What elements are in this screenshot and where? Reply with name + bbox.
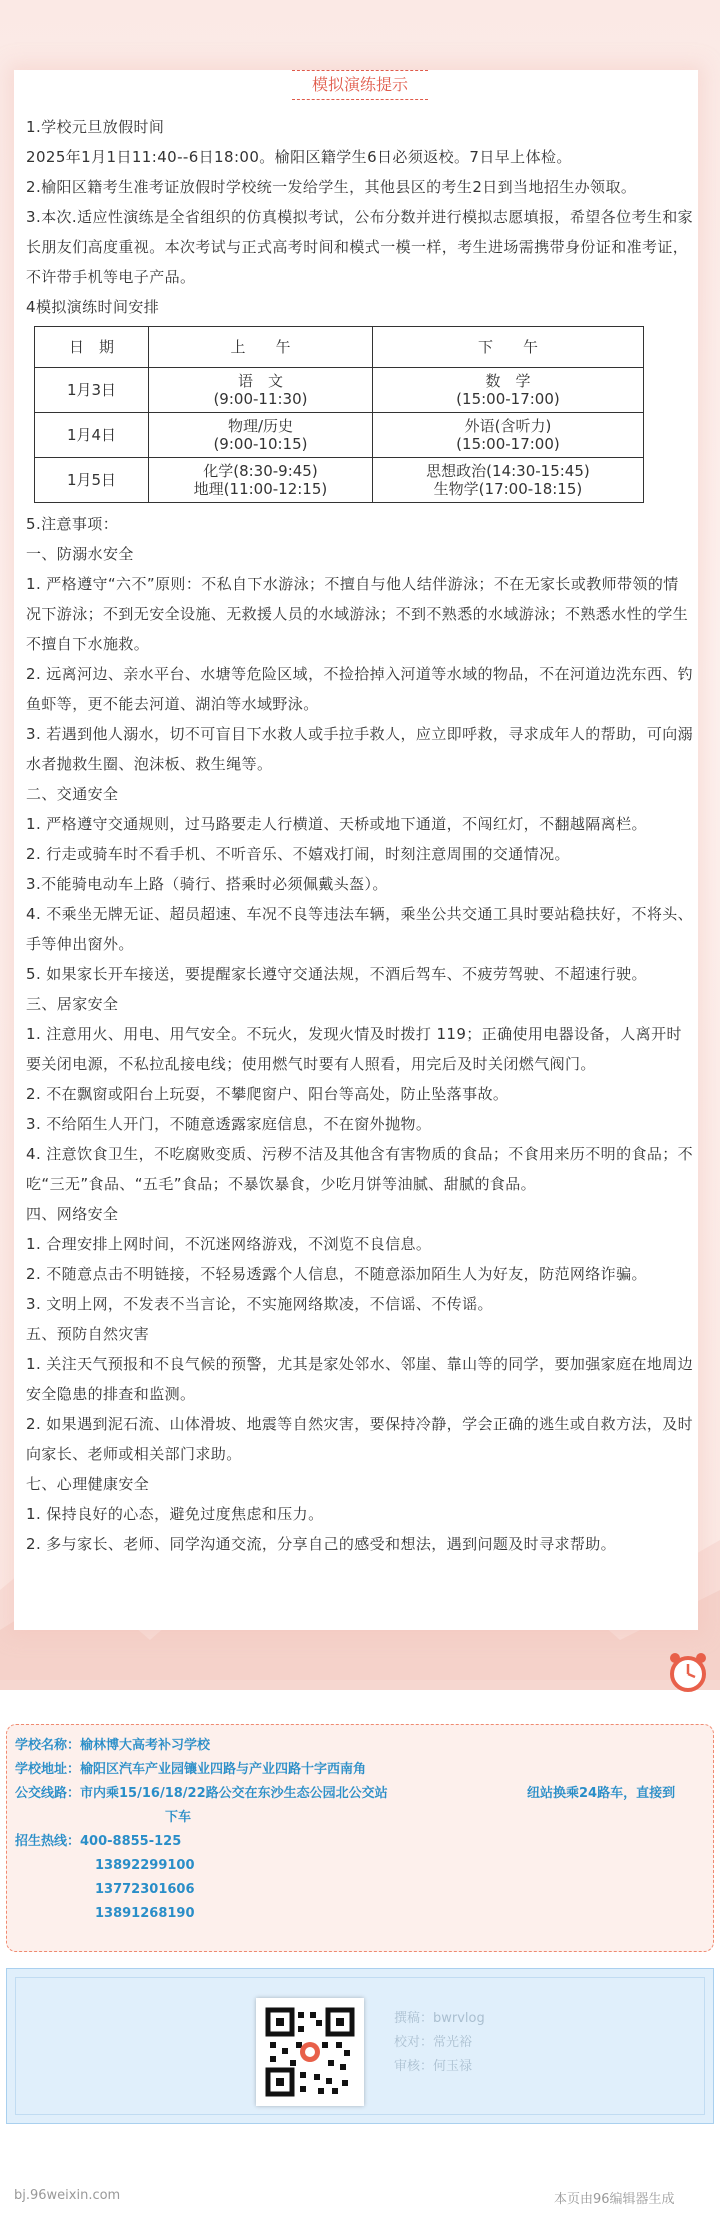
- notice-paragraph: 二、交通安全: [26, 785, 119, 803]
- school-address-label: 学校地址：: [15, 1762, 81, 1777]
- notice-paragraph: 2025年1月1日11:40--6日18:00。榆阳区籍学生6日必须返校。7日早上体检。: [26, 148, 572, 166]
- notice-paragraph: 2.榆阳区籍考生准考证放假时学校统一发给学生，其他县区的考生2日到当地招生办领取。: [26, 178, 637, 196]
- row-am: [149, 413, 373, 458]
- pm-line: (15:00-17:00): [456, 390, 560, 408]
- notice-paragraph: 1. 保持良好的心态，避免过度焦虑和压力。: [26, 1505, 324, 1523]
- bus-label: 公交线路：: [15, 1786, 81, 1801]
- notice-paragraph: 4. 注意饮食卫生，不吃腐败变质、污秽不洁及其他含有害物质的食品；不食用来历不明的食品；不吃“三无”食品、“五毛”食品；不暴饮暴食，少吃月饼等油腻、甜腻的食品。: [26, 1145, 694, 1193]
- hotline-row: [15, 1831, 181, 1853]
- notice-paragraph: 2. 不在飘窗或阳台上玩耍，不攀爬窗户、阳台等高处，防止坠落事故。: [26, 1085, 509, 1103]
- pm-line: 生物学(17:00-18:15): [433, 480, 583, 498]
- notice-details: [26, 509, 694, 1559]
- notice-title: 模拟演练提示: [292, 70, 428, 100]
- editor-review: 审核：何玉禄: [394, 2059, 473, 2074]
- hotline-phone[interactable]: 13891268190: [95, 1906, 195, 1921]
- notice-paragraph: 3. 若遇到他人溺水，切不可盲目下水救人或手拉手救人，应立即呼救，寻求成年人的帮助，可向溺水者抛救生圈、泡沫板、救生绳等。: [26, 725, 694, 773]
- editor-proof: 校对：常光裕: [394, 2035, 473, 2050]
- am-line: 化学(8:30-9:45): [203, 462, 318, 480]
- bus-row: [15, 1783, 388, 1805]
- notice-paragraph: 1. 严格遵守交通规则，过马路要走人行横道、天桥或地下通道，不闯红灯，不翻越隔离栏。: [26, 815, 647, 833]
- am-line: 语 文: [237, 372, 283, 390]
- school-address: 榆阳区汽车产业园镶业四路与产业四路十字西南角: [80, 1762, 367, 1777]
- pm-line: 数 学: [485, 372, 531, 390]
- header-am: 上 午: [149, 327, 373, 368]
- row-pm: [372, 458, 643, 503]
- am-line: (9:00-10:15): [213, 435, 308, 453]
- notice-paragraph: 3. 不给陌生人开门，不随意透露家庭信息，不在窗外抛物。: [26, 1115, 432, 1133]
- table-row: [35, 458, 644, 503]
- row-am: [149, 368, 373, 413]
- row-pm: [372, 413, 643, 458]
- notice-paragraph: 三、居家安全: [26, 995, 119, 1013]
- notice-paragraph: 1. 合理安排上网时间，不沉迷网络游戏，不浏览不良信息。: [26, 1235, 432, 1253]
- exam-schedule-table: [34, 326, 644, 503]
- notice-paragraph: 2. 行走或骑车时不看手机、不听音乐、不嬉戏打闹，时刻注意周围的交通情况。: [26, 845, 570, 863]
- am-line: 地理(11:00-12:15): [193, 480, 328, 498]
- notice-paragraph: 2. 多与家长、老师、同学沟通交流，分享自己的感受和想法，遇到问题及时寻求帮助。: [26, 1535, 617, 1553]
- notice-paragraph: 4模拟演练时间安排: [26, 298, 160, 316]
- am-line: (9:00-11:30): [213, 390, 308, 408]
- notice-content: [26, 112, 694, 1559]
- pm-line: 外语(含听力): [464, 417, 552, 435]
- notice-paragraph: 一、防溺水安全: [26, 545, 134, 563]
- footer-site-link[interactable]: bj.96weixin.com: [14, 2188, 121, 2203]
- hotline-phone[interactable]: 13772301606: [95, 1882, 195, 1897]
- school-info-box: [6, 1724, 714, 1952]
- notice-paragraph: 五、预防自然灾害: [26, 1325, 150, 1343]
- notice-paragraph: 1.学校元旦放假时间: [26, 118, 165, 136]
- alarm-clock-icon: [666, 1650, 710, 1694]
- qr-code-card[interactable]: [256, 1998, 364, 2106]
- table-row: [35, 413, 644, 458]
- notice-paragraph: 5. 如果家长开车接送，要提醒家长遵守交通法规，不酒后驾车、不疲劳驾驶、不超速行驶。: [26, 965, 647, 983]
- row-date: 1月4日: [35, 413, 149, 458]
- notice-paragraph: 1. 关注天气预报和不良气候的预警，尤其是家处邻水、邻崖、靠山等的同学，要加强家庭在地周边安全隐患的排查和监测。: [26, 1355, 694, 1403]
- qr-section: [6, 1968, 714, 2124]
- qr-code-icon: [256, 1998, 364, 2106]
- school-name-row: [15, 1735, 210, 1757]
- row-date: 1月5日: [35, 458, 149, 503]
- table-row: [35, 368, 644, 413]
- bus-line-continued: 纽站换乘24路车，直接到: [527, 1786, 676, 1801]
- table-header-row: [35, 327, 644, 368]
- school-address-row: [15, 1759, 366, 1781]
- notice-paragraph: 四、网络安全: [26, 1205, 119, 1223]
- row-am: [149, 458, 373, 503]
- notice-paragraph: 5.注意事项：: [26, 515, 119, 533]
- notice-paragraph: 2. 不随意点击不明链接，不轻易透露个人信息，不随意添加陌生人为好友，防范网络诈骗。: [26, 1265, 647, 1283]
- notice-paragraph: 3. 文明上网，不发表不当言论，不实施网络欺凌，不信谣、不传谣。: [26, 1295, 493, 1313]
- editor-compose: 撰稿：bwrvlog: [394, 2011, 485, 2026]
- hotline-phone[interactable]: 13892299100: [95, 1858, 195, 1873]
- pm-line: 思想政治(14:30-15:45): [426, 462, 590, 480]
- notice-paragraph: 3.不能骑电动车上路（骑行、搭乘时必须佩戴头盔）。: [26, 875, 388, 893]
- row-pm: [372, 368, 643, 413]
- footer-generator-note: 本页由96编辑器生成: [554, 2192, 675, 2207]
- notice-paragraph: 1. 严格遵守“六不”原则：不私自下水游泳；不擅自与他人结伴游泳；不在无家长或教师带领的情况下游泳；不到无安全设施、无救援人员的水域游泳；不到不熟悉的水域游泳；不熟悉水性的学生不擅自下水施救。: [26, 575, 689, 653]
- notice-paragraph: 1. 注意用火、用电、用气安全。不玩火，发现火情及时拨打 119；正确使用电器设备，人离开时要关闭电源，不私拉乱接电线；使用燃气时要有人照看，用完后及时关闭燃气阀门。: [26, 1025, 682, 1073]
- notice-paragraph: 2. 如果遇到泥石流、山体滑坡、地震等自然灾害，要保持冷静，学会正确的逃生或自救方法，及时向家长、老师或相关部门求助。: [26, 1415, 694, 1463]
- notice-paragraph: 3.本次.适应性演练是全省组织的仿真模拟考试，公布分数并进行模拟志愿填报，希望各位考生和家长朋友们高度重视。本次考试与正式高考时间和模式一模一样，考生进场需携带身份证和准考证，不许带手机等电子产品。: [26, 208, 694, 286]
- notice-intro: [26, 112, 694, 322]
- notice-paragraph: 4. 不乘坐无牌无证、超员超速、车况不良等违法车辆，乘坐公共交通工具时要站稳扶好，不将头、手等伸出窗外。: [26, 905, 694, 953]
- am-line: 物理/历史: [227, 417, 293, 435]
- qr-section-frame: [15, 1977, 705, 2115]
- bus-line-end: 下车: [165, 1810, 192, 1825]
- header-date: 日 期: [35, 327, 149, 368]
- pm-line: (15:00-17:00): [456, 435, 560, 453]
- bus-line: 市内乘15/16/18/22路公交在东沙生态公园北公交站: [80, 1786, 388, 1801]
- hotline-phone[interactable]: 400-8855-125: [80, 1834, 182, 1849]
- notice-paragraph: 2. 远离河边、亲水平台、水塘等危险区域，不捡拾掉入河道等水域的物品，不在河道边洗东西、钓鱼虾等，更不能去河道、湖泊等水域野泳。: [26, 665, 694, 713]
- hotline-label: 招生热线：: [15, 1834, 81, 1849]
- notice-paragraph: 七、心理健康安全: [26, 1475, 150, 1493]
- school-name-label: 学校名称：: [15, 1738, 81, 1753]
- header-pm: 下 午: [372, 327, 643, 368]
- school-name: 榆林博大高考补习学校: [80, 1738, 211, 1753]
- row-date: 1月3日: [35, 368, 149, 413]
